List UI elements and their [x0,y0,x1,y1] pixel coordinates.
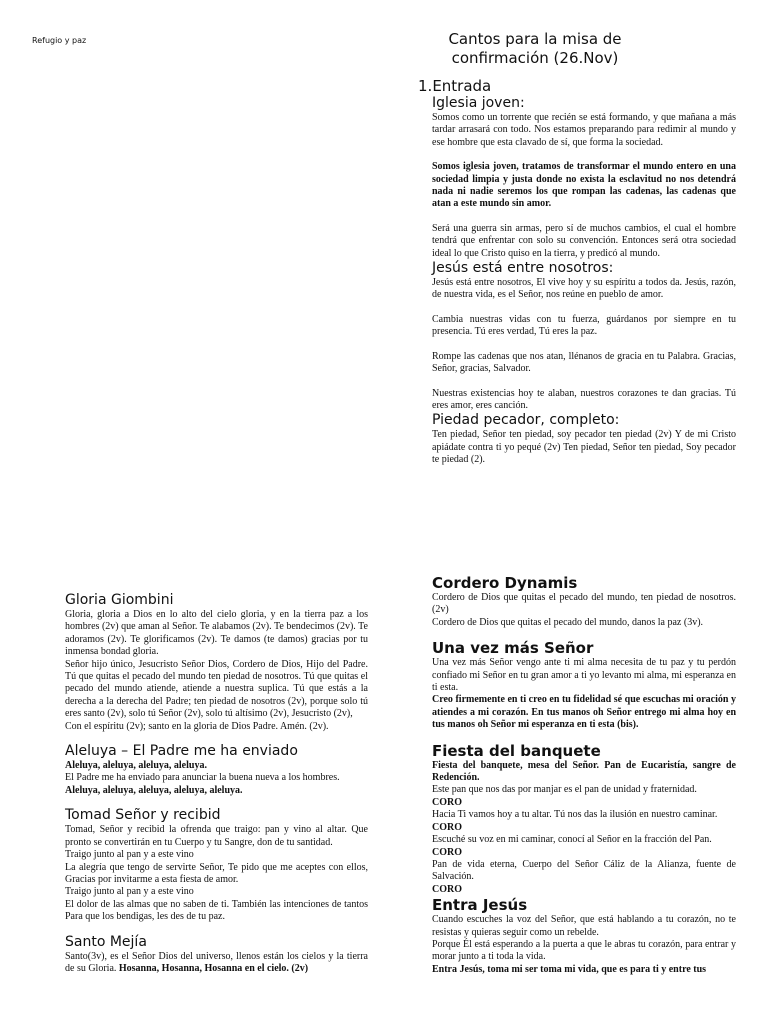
section-number: 1. [418,77,433,95]
coro-label: CORO [432,821,462,833]
song-title-iglesia: Iglesia joven: [432,95,525,111]
song-text: El Padre me ha enviado para anunciar la buena nueva a los hombres. [65,772,340,784]
song-chorus: Entra Jesús, toma mi ser toma mi vida, que es para ti y entre tus [432,963,707,975]
song-title-tomad: Tomad Señor y recibid [65,807,221,824]
song-text: Traigo junto al pan y a este vino [65,886,194,898]
song-title-aleluya: Aleluya – El Padre me ha enviado [65,743,298,760]
song-text: Tomad, Señor y recibid la ofrenda que traigo: pan y vino al altar. Que pronto se convertirán en tu Cuerpo y tu Sangre, don de tu santidad. [65,824,368,848]
song-text: Este pan que nos das por manjar es el pan de unidad y fraternidad. [432,784,697,796]
song-text: Jesús está entre nosotros, El vive hoy y su espíritu a todos da. Jesús, razón, de nuestra vida, es el Señor, nos reúne en pueblo de amor. [432,277,736,301]
song-title-santo: Santo Mejía [65,933,147,950]
song-text: Cuando escuches la voz del Señor, que está hablando a tu corazón, no te resistas y quieras seguir como un rebelde. [432,914,736,938]
right-column [432,574,736,976]
song-title-unavez: Una vez más Señor [432,639,594,658]
song-text: Cordero de Dios que quitas el pecado del mundo, ten piedad de nosotros. (2v) [432,592,736,616]
song-title-fiesta: Fiesta del banquete [432,741,601,760]
song-text: Cambia nuestras vidas con tu fuerza, guárdanos por siempre en tu presencia. Tú eres verdad, Tú eres la paz. [432,313,736,338]
song-text: Con el espíritu (2v); santo en la gloria de Dios Padre. Amén. (2v). [65,720,329,732]
song-text: Cordero de Dios que quitas el pecado del mundo, danos la paz (3v). [432,616,704,628]
song-title-cordero: Cordero Dynamis [432,574,578,592]
santo-text: Santo(3v), es el Señor Dios del universo, llenos están los cielos y la tierra de su Gloria. [65,950,368,974]
song-text: Nuestras existencias hoy te alaban, nuestros corazones te dan gracias. Tú eres amor, eres canción. [432,387,736,411]
song-text: Rompe las cadenas que nos atan, llénanos de gracia en tu Palabra. Gracias, Señor, gracias, Salvador. [432,350,736,375]
entrada-section [418,77,736,467]
coro-label: CORO [432,846,462,858]
song-text: Pan de vida eterna, Cuerpo del Señor Cáliz de la Alianza, fuente de Salvación. [432,858,736,883]
song-text: Ten piedad, Señor ten piedad, soy pecador ten piedad (2v) Y de mi Cristo apiádate contra ti yo pequé (2v) Ten piedad, Señor ten piedad, Soy pecador te piedad (2). [432,429,736,466]
song-text: Una vez más Señor vengo ante ti mi alma necesita de tu paz y tu perdón confiado mi Señor en tu gran amor a ti yo levanto mi alma, mi esperanza en ti esta. [432,657,736,694]
song-chorus: Creo firmemente en ti creo en tu fidelidad sé que escuchas mi oración y atiendes a mi corazón. En tus manos oh Señor entrego mi alma hoy en tus manos oh Señor mi esperanza en ti esta (bis). [432,694,736,731]
song-text: Gloria, gloria a Dios en lo alto del cielo gloria, y en la tierra paz a los hombres (2v) que aman al Señor. Te alabamos (2v). Te bendecimos (2v). Te adoramos (2v). Te glorificamos (2v). Te damos (te damos) gracias por tu inmensa bondad gloria. [65,609,368,658]
left-column [65,592,368,975]
song-text: Porque Él está esperando a la puerta a que le abras tu corazón, para entrar y morar junto a ti toda la vida. [432,938,736,963]
song-title-entrajesus: Entra Jesús [432,896,528,915]
page-title: Cantos para la misa de confirmación (26.Nov) [448,30,622,67]
song-chorus: Fiesta del banquete, mesa del Señor. Pan de Eucaristía, sangre de Redención. [432,759,736,784]
song-chorus: Somos iglesia joven, tratamos de transformar el mundo entero en una sociedad limpia y justa donde no exista la esclavitud no nos detendrá nada ni nadie seremos los que rompan las cadenas, las cadenas que atan a este mundo sin amor. [432,161,736,210]
song-chorus: Aleluya, aleluya, aleluya, aleluya, aleluya. [65,784,243,796]
coro-label: CORO [432,796,462,808]
coro-label: CORO [432,883,462,895]
song-title-gloria: Gloria Giombini [65,592,174,608]
song-text: Traigo junto al pan y a este vino [65,849,194,861]
song-title-jesus: Jesús está entre nosotros: [432,260,614,277]
song-text: Hacia Ti vamos hoy a tu altar. Tú nos das la ilusión en nuestro caminar. [432,809,718,821]
section-heading: Entrada [432,77,492,95]
song-text: Señor hijo único, Jesucristo Señor Dios, Cordero de Dios, Hijo del Padre. Tú que quitas el pecado del mundo ten piedad de nosotros. Tú que quitas el pecado del mundo atiende, atiende a nuestra suplica. Tú que estás a la derecha a la derecha del Padre; ten piedad de nosotros (2v), porque solo tú eres santo (2v), solo tú Señor (2v), solo tú altísimo (2v), Jesucristo (2v), [65,658,368,720]
santo-chorus: Hosanna, Hosanna, Hosanna en el cielo. (2v) [118,962,309,974]
song-text: El dolor de las almas que no saben de ti. También las intenciones de tantos Para que los bendigas, les des de tu paz. [65,898,368,923]
song-text: Escuché su voz en mi caminar, conocí al Señor en la fracción del Pan. [432,834,712,846]
corner-label: Refugio y paz [32,36,87,45]
song-text: Será una guerra sin armas, pero sí de muchos cambios, el cual el hombre tendrá que enfrentar con solo su convención. Entonces será otra sociedad ideal lo que Cristo quiso en la tierra, y predicó al mundo. [432,222,736,259]
song-title-piedad: Piedad pecador, completo: [432,412,620,429]
song-chorus: Aleluya, aleluya, aleluya, aleluya. [65,760,207,772]
song-text: La alegría que tengo de servirte Señor, Te pido que me aceptes con ellos, Gracias por invitarme a esta fiesta de amor. [65,861,368,885]
song-text [65,951,368,976]
song-text: Somos como un torrente que recién se está formando, y que mañana a más tardar arrasará con todo. Nos estamos preparando para redimir al mundo y ese hombre que esta clavado de sí, que forma la sociedad. [432,112,736,148]
